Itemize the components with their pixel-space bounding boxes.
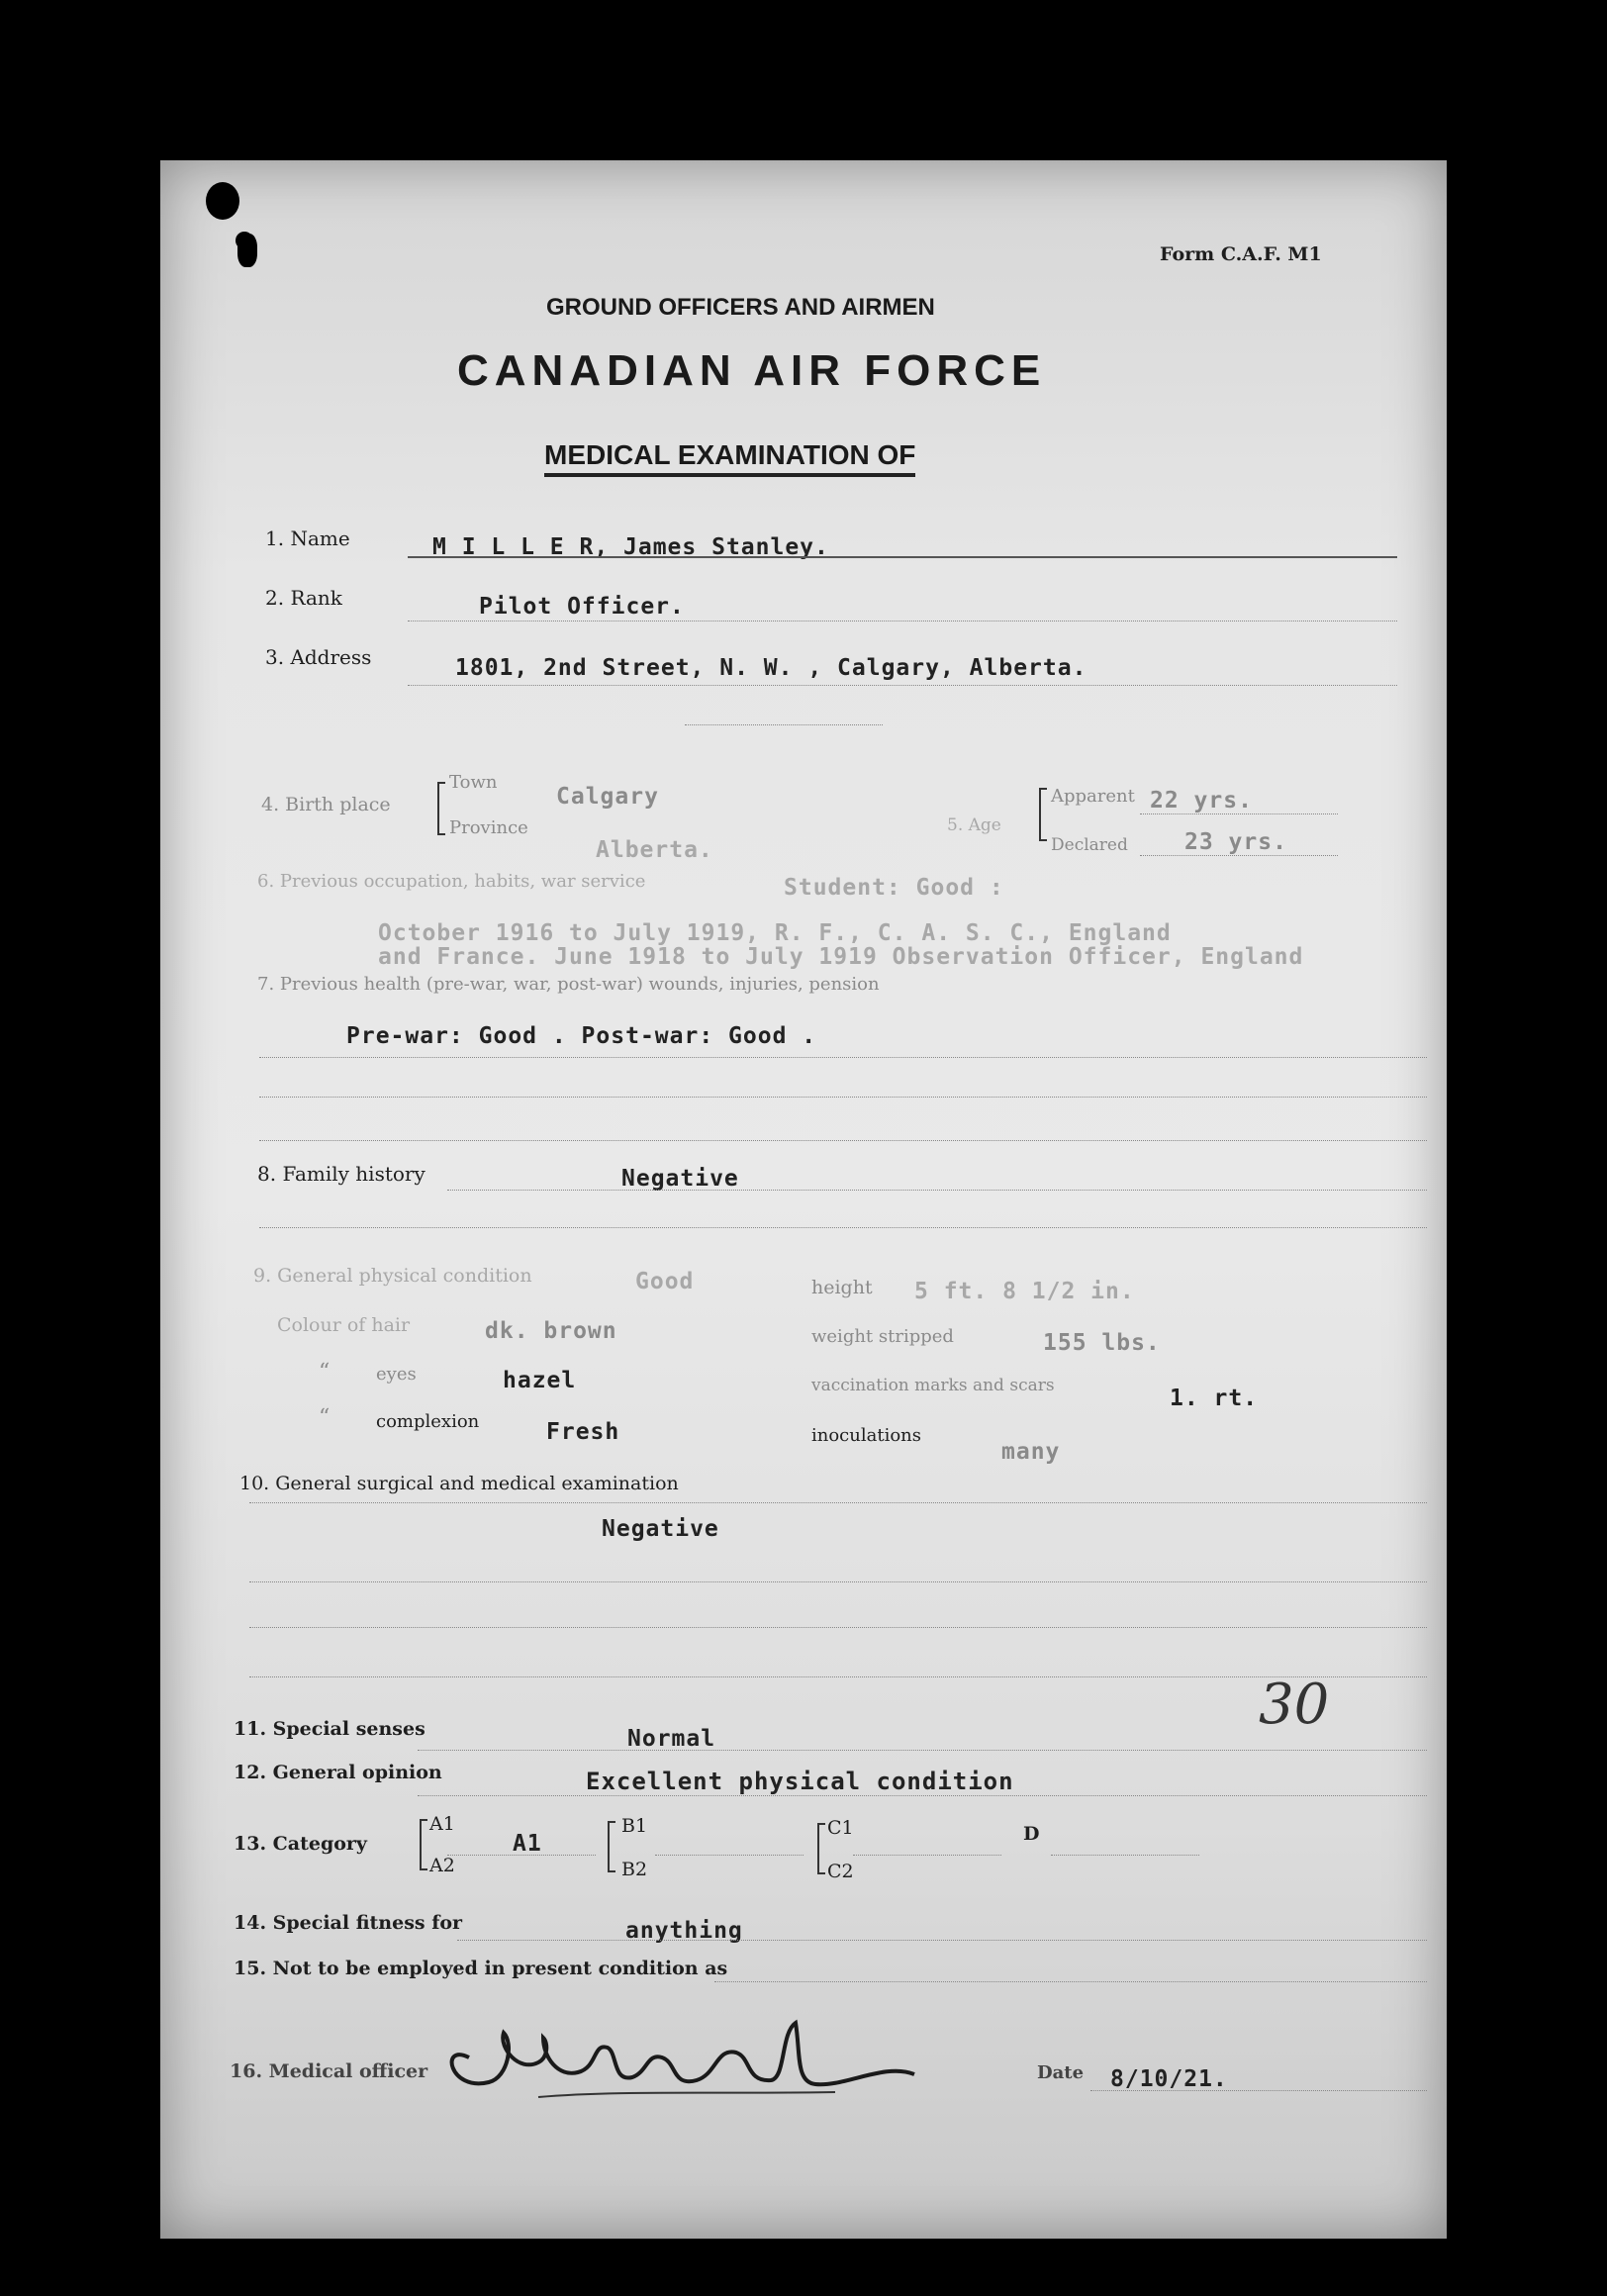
rank-label: 2. Rank: [265, 586, 342, 610]
weight-label: weight stripped: [811, 1326, 954, 1347]
date-value: 8/10/21.: [1110, 2066, 1228, 2092]
eyes-value: hazel: [503, 1368, 577, 1393]
category-value: A1: [513, 1831, 542, 1857]
family-label: 8. Family history: [257, 1162, 425, 1186]
declared-label: Declared: [1051, 835, 1128, 855]
fitness-label: 14. Special fitness for: [234, 1912, 463, 1934]
province-value: Alberta.: [596, 837, 713, 863]
declared-value: 23 yrs.: [1184, 829, 1287, 855]
header-title: CANADIAN AIR FORCE: [457, 346, 1047, 395]
health-line3: [259, 1140, 1427, 1141]
category-d: D: [1023, 1823, 1040, 1845]
age-brace: [1039, 788, 1047, 841]
surgical-line3: [249, 1627, 1427, 1628]
complexion-label: complexion: [376, 1411, 480, 1432]
fitness-value: anything: [625, 1918, 743, 1944]
health-line2: [259, 1097, 1427, 1098]
name-value: M I L L E R, James Stanley.: [432, 534, 829, 560]
inoculations-label: inoculations: [811, 1425, 922, 1446]
category-a2: A2: [429, 1855, 455, 1876]
occupation-value: Student: Good :: [784, 875, 1004, 901]
date-label: Date: [1037, 2062, 1085, 2083]
category-brace-b: [608, 1821, 615, 1872]
fitness-line: [457, 1940, 1427, 1941]
signature-image: [420, 2003, 934, 2112]
category-c1: C1: [827, 1817, 854, 1839]
name-label: 1. Name: [265, 526, 350, 550]
not-employed-line: [714, 1981, 1427, 1982]
hair-value: dk. brown: [485, 1318, 617, 1344]
category-b2: B2: [621, 1859, 648, 1880]
senses-label: 11. Special senses: [234, 1718, 425, 1740]
document-page: [160, 160, 1447, 2239]
health-label: 7. Previous health (pre-war, war, post-war) wounds, injuries, pension: [257, 974, 880, 995]
category-label: 13. Category: [234, 1833, 367, 1855]
category-brace-c: [817, 1823, 825, 1874]
surgical-line4: [249, 1676, 1427, 1677]
form-id: Form C.A.F. M1: [1160, 243, 1322, 265]
vaccination-value: 1. rt.: [1170, 1386, 1259, 1411]
town-value: Calgary: [556, 784, 659, 810]
category-line-a: [447, 1855, 596, 1856]
category-line-c: [853, 1855, 1001, 1856]
opinion-value: Excellent physical condition: [586, 1768, 1014, 1795]
category-c2: C2: [827, 1861, 854, 1882]
birthplace-label: 4. Birth place: [261, 794, 391, 815]
weight-value: 155 lbs.: [1043, 1330, 1161, 1356]
not-employed-label: 15. Not to be employed in present condition as: [234, 1958, 728, 1979]
declared-line: [1140, 855, 1338, 856]
family-line2: [259, 1227, 1427, 1228]
complexion-value: Fresh: [546, 1419, 620, 1445]
punch-hole: [237, 234, 257, 267]
opinion-label: 12. General opinion: [234, 1762, 442, 1783]
apparent-value: 22 yrs.: [1150, 788, 1253, 813]
surgical-line: [249, 1502, 1427, 1503]
address-value: 1801, 2nd Street, N. W. , Calgary, Alberta.: [455, 655, 1087, 681]
family-line: [447, 1190, 1427, 1191]
address-label: 3. Address: [265, 645, 372, 669]
town-label: Town: [449, 772, 498, 793]
category-b1: B1: [621, 1815, 648, 1837]
name-line: [408, 556, 1397, 558]
vaccination-label: vaccination marks and scars: [811, 1376, 1055, 1395]
surgical-label: 10. General surgical and medical examination: [239, 1473, 679, 1494]
health-line: [259, 1057, 1427, 1058]
age-label: 5. Age: [947, 815, 1001, 835]
complexion-ditto: “: [319, 1405, 331, 1430]
birthplace-brace: [437, 782, 445, 835]
physical-value: Good: [635, 1269, 695, 1294]
rank-value: Pilot Officer.: [479, 594, 685, 620]
apparent-label: Apparent: [1051, 786, 1135, 807]
occupation-line3: and France. June 1918 to July 1919 Observation Officer, England: [378, 944, 1304, 970]
senses-value: Normal: [627, 1726, 716, 1752]
family-value: Negative: [621, 1166, 739, 1192]
surgical-line2: [249, 1581, 1427, 1582]
height-value: 5 ft. 8 1/2 in.: [914, 1279, 1135, 1304]
apparent-line: [1140, 813, 1338, 814]
height-label: height: [811, 1277, 873, 1298]
medical-officer-label: 16. Medical officer: [230, 2060, 428, 2082]
hair-label: Colour of hair: [277, 1314, 411, 1336]
date-line: [1090, 2090, 1427, 2091]
punch-hole: [206, 182, 239, 220]
header-subtitle: MEDICAL EXAMINATION OF: [544, 439, 915, 477]
surgical-value: Negative: [602, 1516, 719, 1542]
health-value: Pre-war: Good . Post-war: Good .: [346, 1023, 817, 1049]
handwritten-number: 30: [1259, 1673, 1330, 1737]
physical-label: 9. General physical condition: [253, 1265, 532, 1287]
occupation-label: 6. Previous occupation, habits, war service: [257, 871, 646, 892]
eyes-ditto: “: [319, 1360, 331, 1385]
header-line1: GROUND OFFICERS AND AIRMEN: [546, 294, 935, 321]
senses-line: [418, 1750, 1427, 1751]
category-line-b: [655, 1855, 804, 1856]
category-line-d: [1051, 1855, 1199, 1856]
inoculations-value: many: [1001, 1439, 1061, 1465]
category-brace-a: [420, 1819, 427, 1870]
rank-line: [408, 621, 1397, 622]
address-line: [408, 685, 1397, 686]
occupation-line2: October 1916 to July 1919, R. F., C. A. S. C., England: [378, 920, 1172, 946]
category-a1: A1: [429, 1813, 455, 1835]
address-line2: [685, 724, 883, 725]
eyes-label: eyes: [376, 1364, 417, 1385]
province-label: Province: [449, 817, 528, 838]
opinion-line: [418, 1795, 1427, 1796]
